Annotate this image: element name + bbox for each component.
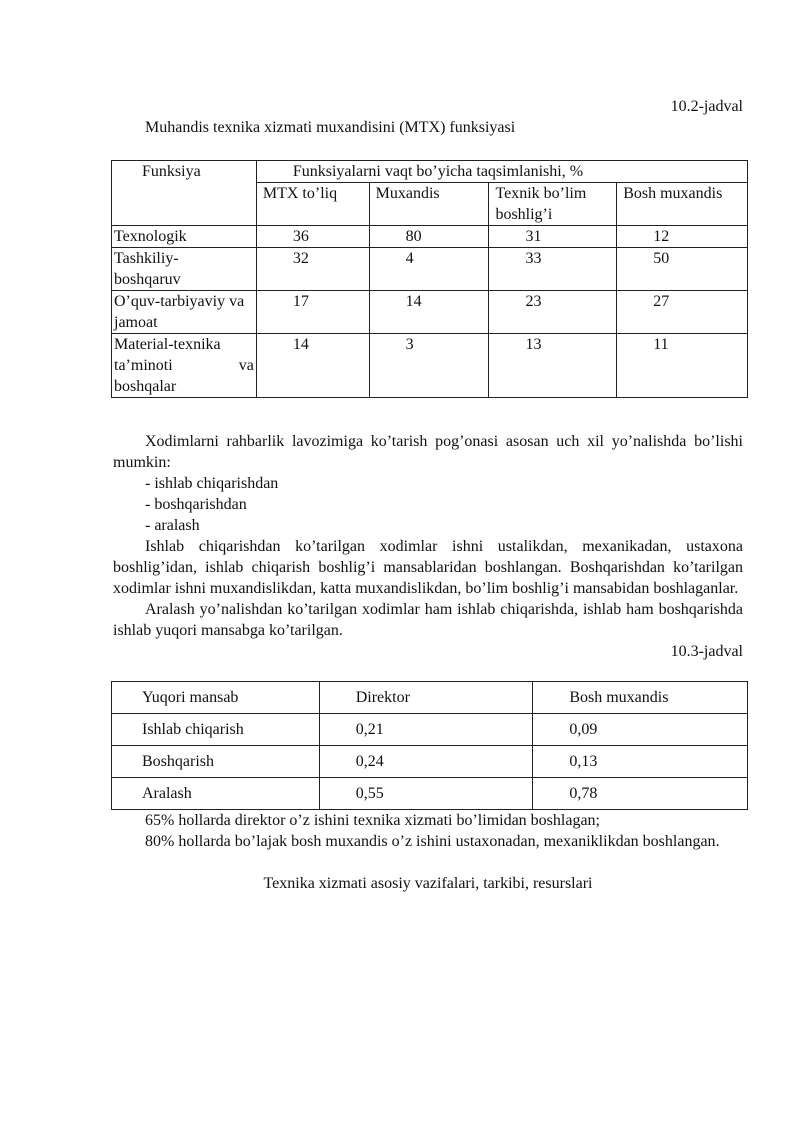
table-row <box>112 778 748 810</box>
cell: 36 <box>256 226 369 248</box>
cell: 80 <box>369 226 489 248</box>
cell-text: Aralash <box>142 785 192 802</box>
cell: 33 <box>489 248 617 291</box>
cell <box>112 746 320 778</box>
header-cell <box>319 682 533 714</box>
subheader: Texnik bo’lim boshlig’i <box>489 183 617 226</box>
section-heading: Texnika xizmati asosiy vazifalari, tarkibi, resurslari <box>263 875 593 892</box>
header-cell <box>112 682 320 714</box>
functions-table <box>111 160 748 398</box>
paragraph: 80% hollarda bo’lajak bosh muxandis o’z ishini ustaxonadan, mexaniklikdan boshlangan. <box>145 833 720 850</box>
table-row <box>112 334 748 398</box>
cell-text: Boshqarish <box>142 753 214 770</box>
row-name: Tashkiliy-boshqaruv <box>112 248 257 291</box>
row-name: O’quv-tarbiyaviy va jamoat <box>112 291 257 334</box>
cell-text: 0,78 <box>569 785 598 802</box>
header-function: Funksiya <box>112 161 257 226</box>
cell-text: 0,09 <box>569 721 598 738</box>
cell: 4 <box>369 248 489 291</box>
subheader: MTX to’liq <box>256 183 369 226</box>
cell: 3 <box>369 334 489 398</box>
table-row <box>112 714 748 746</box>
cell: 13 <box>489 334 617 398</box>
header-text: Direktor <box>355 689 410 706</box>
cell <box>319 746 533 778</box>
cell-text: 0,21 <box>355 721 384 738</box>
subheader: Bosh muxandis <box>617 183 748 226</box>
table-row <box>112 746 748 778</box>
cell <box>112 714 320 746</box>
cell <box>533 714 748 746</box>
table-number: 10.2-jadval <box>670 98 743 115</box>
header-group: Funksiyalarni vaqt bo’yicha taqsimlanishi, % <box>256 161 747 183</box>
paragraph: Ishlab chiqarishdan ko’tarilgan xodimlar ishni ustalikdan, mexanikadan, ustaxona boshlig’idan, ishlab chiqarish boshlig’i mansablaridan boshlangan. Boshqarishdan ko’tarilgan xodimlar ishni muxandislikdan, katta muxandislikdan, bo’lim boshlig’i mansabidan boshlaganlar. <box>113 538 743 597</box>
cell-text: Ishlab chiqarish <box>142 721 244 738</box>
cell <box>319 778 533 810</box>
cell: 50 <box>617 248 748 291</box>
promotion-table <box>111 681 748 810</box>
header-text: Yuqori mansab <box>142 689 239 706</box>
table-header-row <box>112 161 748 183</box>
paragraph: Xodimlarni rahbarlik lavozimiga ko’tarish pog’onasi asosan uch xil yo’nalishda bo’lishi mumkin: <box>113 433 743 471</box>
cell: 11 <box>617 334 748 398</box>
cell-text: 0,13 <box>569 753 598 770</box>
list-item: - aralash <box>145 517 200 534</box>
table-title: Muhandis texnika xizmati muxandisini (MTX) funksiyasi <box>145 119 516 136</box>
row-name: Material-texnika ta’minoti va boshqalar <box>112 334 257 398</box>
table-row <box>112 248 748 291</box>
list-item: - ishlab chiqarishdan <box>145 475 279 492</box>
table-row <box>112 226 748 248</box>
cell <box>533 746 748 778</box>
paragraph: 65% hollarda direktor o’z ishini texnika xizmati bo’limidan boshlagan; <box>145 812 600 829</box>
cell: 14 <box>256 334 369 398</box>
cell: 14 <box>369 291 489 334</box>
table-header-row <box>112 682 748 714</box>
document-page <box>113 96 743 894</box>
header-text: Bosh muxandis <box>569 689 669 706</box>
cell <box>533 778 748 810</box>
cell: 17 <box>256 291 369 334</box>
list-item: - boshqarishdan <box>145 496 247 513</box>
row-name: Texnologik <box>112 226 257 248</box>
subheader: Muxandis <box>369 183 489 226</box>
cell <box>319 714 533 746</box>
cell-text: 0,24 <box>355 753 384 770</box>
cell: 23 <box>489 291 617 334</box>
cell: 32 <box>256 248 369 291</box>
cell <box>112 778 320 810</box>
cell: 27 <box>617 291 748 334</box>
header-cell <box>533 682 748 714</box>
table-number: 10.3-jadval <box>670 643 743 660</box>
cell: 12 <box>617 226 748 248</box>
cell-text: 0,55 <box>355 785 384 802</box>
paragraph: Aralash yo’nalishdan ko’tarilgan xodimlar ham ishlab chiqarishda, ishlab ham boshqarishda ishlab yuqori mansabga ko’tarilgan. <box>113 601 743 639</box>
cell: 31 <box>489 226 617 248</box>
table-row <box>112 291 748 334</box>
